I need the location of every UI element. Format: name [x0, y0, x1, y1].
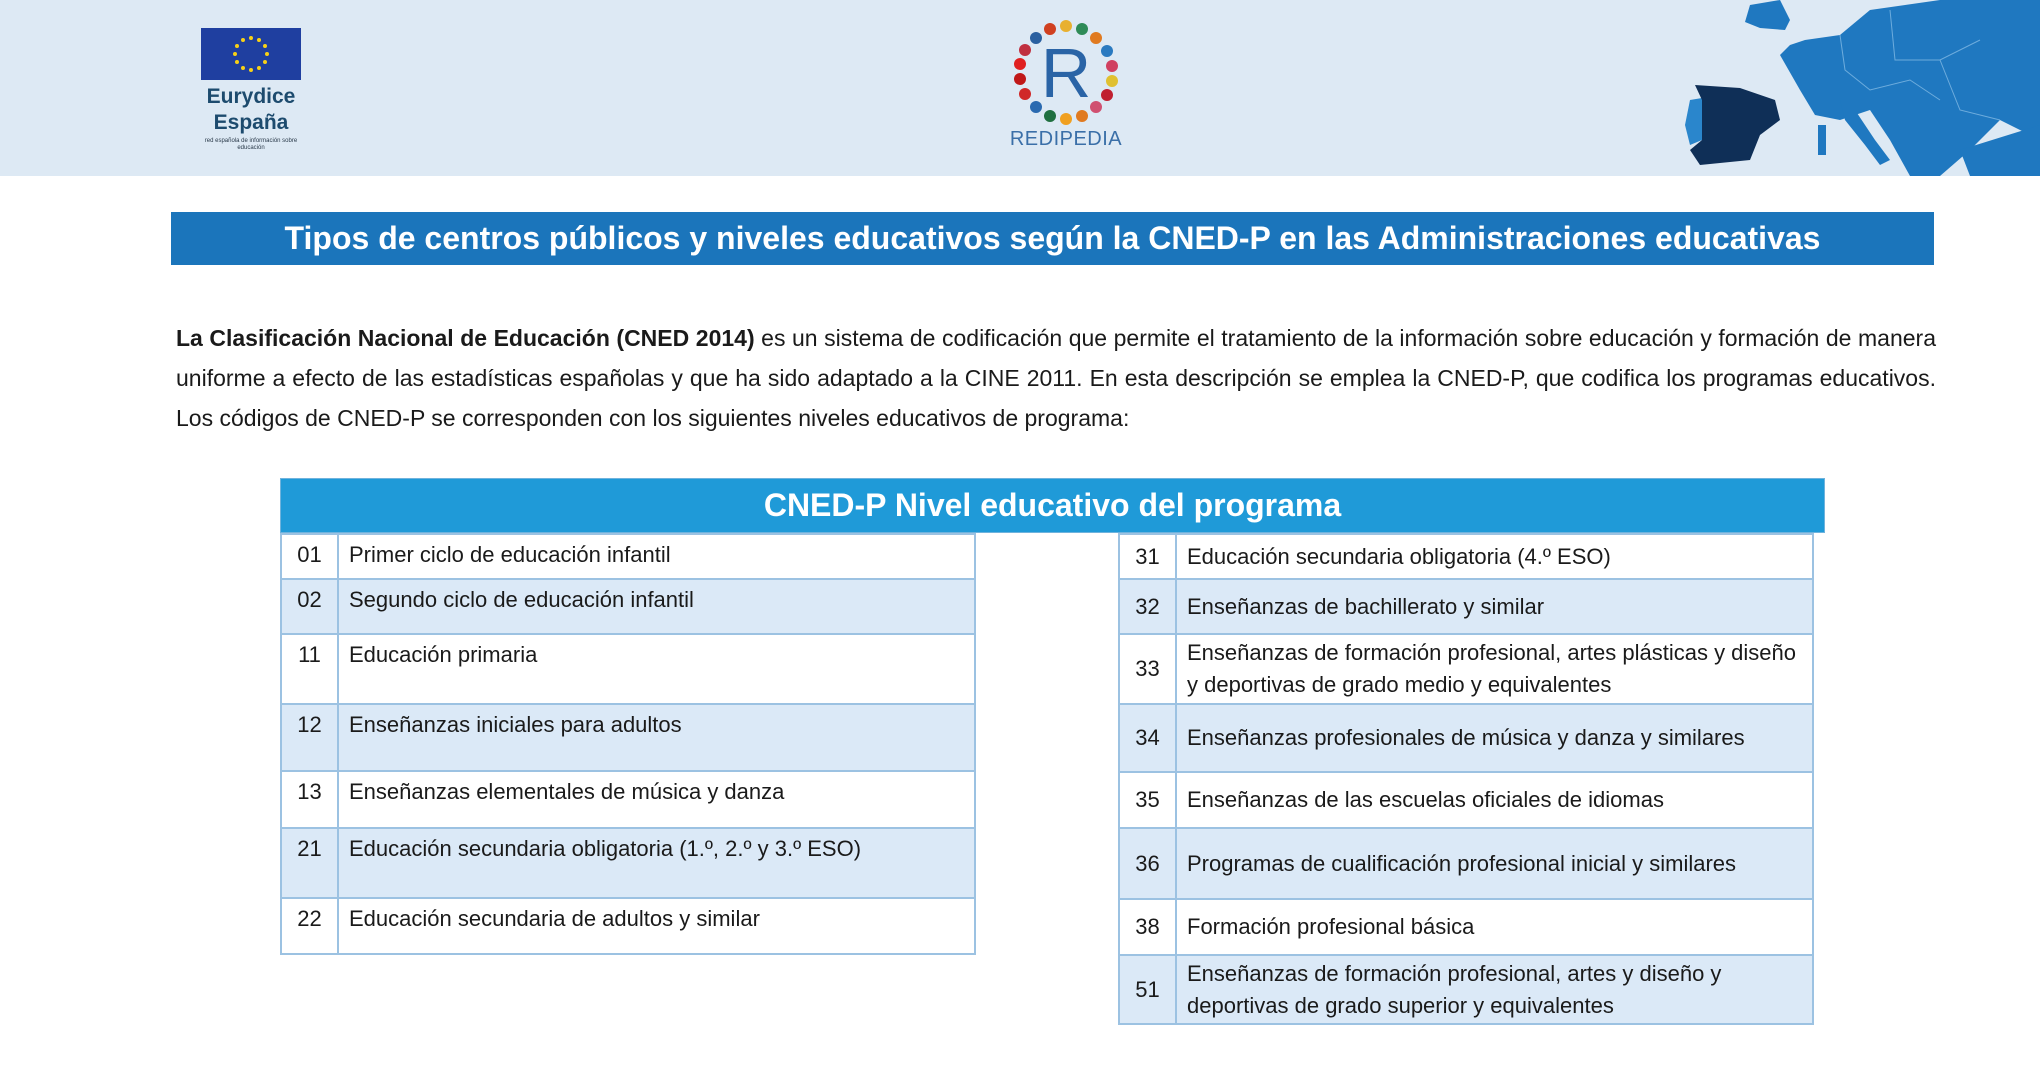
- eurydice-logo[interactable]: [176, 28, 326, 152]
- row-code: 21: [281, 828, 338, 898]
- table-row: [1119, 634, 1813, 704]
- row-code: 35: [1119, 772, 1176, 828]
- cned-table-right: [1118, 533, 1814, 1025]
- row-label: Enseñanzas de las escuelas oficiales de idiomas: [1176, 772, 1813, 828]
- table-row: [1119, 955, 1813, 1024]
- row-code: 22: [281, 898, 338, 954]
- redipedia-letter: R: [1040, 34, 1092, 112]
- header-banner: [0, 0, 2040, 176]
- row-label: Segundo ciclo de educación infantil: [338, 579, 975, 634]
- row-code: 32: [1119, 579, 1176, 634]
- row-label: Programas de cualificación profesional inicial y similares: [1176, 828, 1813, 899]
- cned-table-left: [280, 533, 976, 955]
- row-label: Educación secundaria de adultos y similar: [338, 898, 975, 954]
- row-label: Enseñanzas de bachillerato y similar: [1176, 579, 1813, 634]
- eurydice-tagline: red española de información sobre educación: [204, 138, 298, 151]
- table-row: [281, 771, 975, 828]
- table-row: [1119, 899, 1813, 955]
- row-code: 13: [281, 771, 338, 828]
- row-label: Enseñanzas iniciales para adultos: [338, 704, 975, 771]
- row-label: Enseñanzas de formación profesional, artes y diseño y deportivas de grado superior y equivalentes: [1176, 955, 1813, 1024]
- table-row: [1119, 772, 1813, 828]
- eurydice-country: España: [213, 111, 289, 134]
- table-row: [1119, 704, 1813, 772]
- row-code: 31: [1119, 534, 1176, 579]
- row-label: Formación profesional básica: [1176, 899, 1813, 955]
- row-label: Enseñanzas profesionales de música y danza y similares: [1176, 704, 1813, 772]
- table-row: [281, 898, 975, 954]
- row-code: 11: [281, 634, 338, 704]
- europe-map-icon: [1640, 0, 2040, 176]
- row-code: 36: [1119, 828, 1176, 899]
- table-row: [281, 634, 975, 704]
- row-label: Educación primaria: [338, 634, 975, 704]
- row-label: Primer ciclo de educación infantil: [338, 534, 975, 579]
- redipedia-name: REDIPEDIA: [1009, 128, 1123, 150]
- row-code: 01: [281, 534, 338, 579]
- flag-ring-icon: [1011, 18, 1121, 128]
- row-code: 34: [1119, 704, 1176, 772]
- row-label: Educación secundaria obligatoria (1.º, 2.º y 3.º ESO): [338, 828, 975, 898]
- table-row: [281, 828, 975, 898]
- row-code: 38: [1119, 899, 1176, 955]
- row-label: Enseñanzas de formación profesional, artes plásticas y diseño y deportivas de grado medio y equivalentes: [1176, 634, 1813, 704]
- row-code: 33: [1119, 634, 1176, 704]
- eu-flag-icon: [201, 28, 301, 80]
- page-title: Tipos de centros públicos y niveles educativos según la CNED-P en las Administraciones educativas: [171, 212, 1934, 265]
- row-label: Educación secundaria obligatoria (4.º ESO): [1176, 534, 1813, 579]
- intro-paragraph: [176, 318, 1936, 438]
- table-row: [1119, 828, 1813, 899]
- intro-text: es un sistema de codificación que permite el tratamiento de la información sobre educación y formación de manera uniforme a efecto de las estadísticas españolas y que ha sido adaptado a la CINE 2011. En esta descripción se emplea la CNED-P, que codifica los programas educativos. Los códigos de CNED-P se corresponden con los siguientes niveles educativos de programa:: [176, 325, 1936, 431]
- row-code: 12: [281, 704, 338, 771]
- table-row: [1119, 579, 1813, 634]
- eurydice-name: Eurydice: [206, 85, 296, 108]
- redipedia-logo[interactable]: [1000, 18, 1132, 151]
- row-label: Enseñanzas elementales de música y danza: [338, 771, 975, 828]
- intro-bold-lead: La Clasificación Nacional de Educación (CNED 2014): [176, 325, 755, 351]
- table-header: CNED-P Nivel educativo del programa: [280, 478, 1825, 533]
- table-row: [281, 534, 975, 579]
- row-code: 51: [1119, 955, 1176, 1024]
- table-row: [1119, 534, 1813, 579]
- row-code: 02: [281, 579, 338, 634]
- table-row: [281, 579, 975, 634]
- table-row: [281, 704, 975, 771]
